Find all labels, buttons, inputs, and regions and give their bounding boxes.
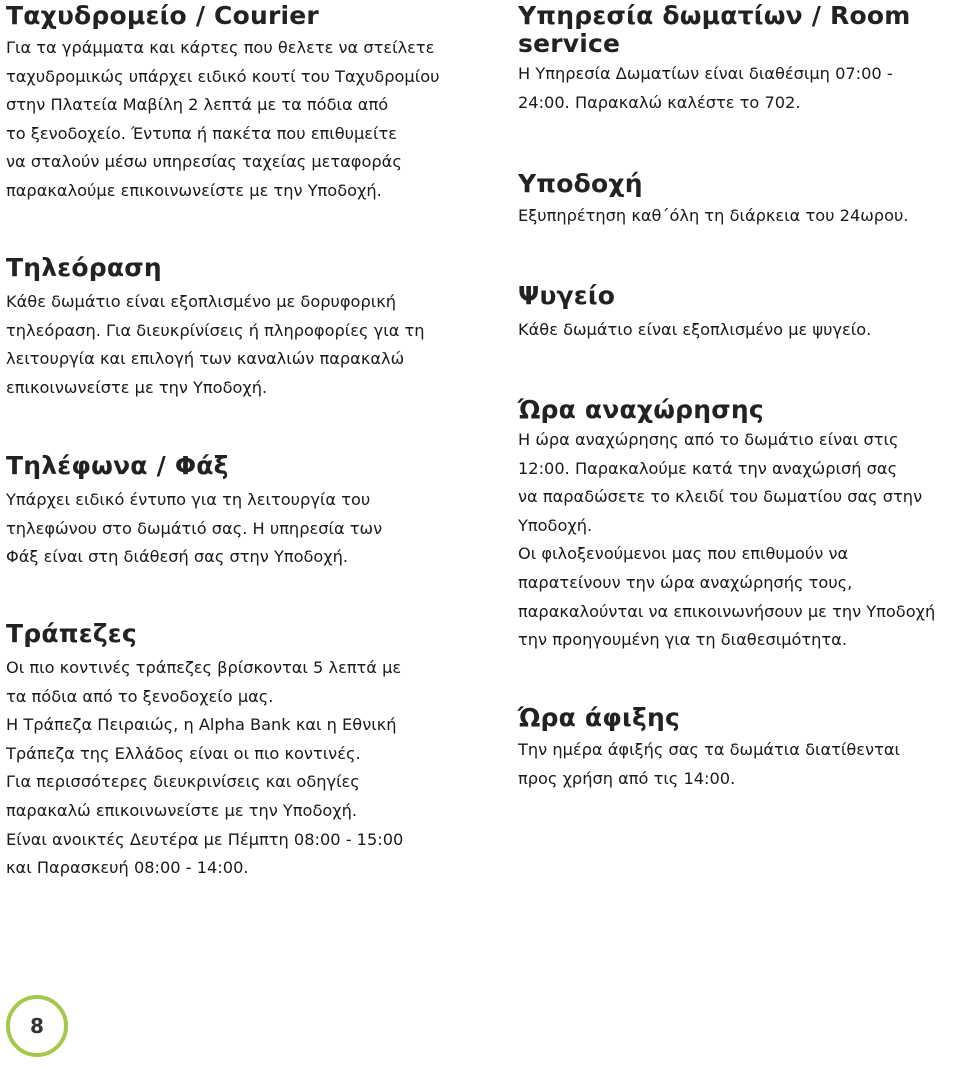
checkout-text-line: 12:00. Παρακαλούμε κατά την αναχώρισή σας [518,458,898,478]
courier-section [6,2,439,206]
checkin-text-line: Την ημέρα άφιξής σας τα δωμάτια διατίθενται [518,740,900,759]
checkout-text-line: παρατείνουν την ώρα αναχώρησής τους, [518,572,853,592]
courier-text-line: παρακαλούμε επικοινωνείστε με την Υποδοχή. [6,180,382,200]
tv-text-line: λειτουργία και επιλογή των καναλιών παρακαλώ [6,349,405,369]
banks-text-line: Είναι ανοικτές Δευτέρα με Πέμπτη 08:00 - 15:00 [6,829,404,849]
tv-text-line: επικοινωνείστε με την Υποδοχή. [6,377,268,397]
phone-fax-text-line: Φάξ είναι στη διάθεσή σας στην Υποδοχή. [6,547,349,567]
banks-text-line: και Παρασκευή 08:00 - 14:00. [6,858,249,878]
phone-fax-heading: Τηλέφωνα / Φάξ [6,451,229,480]
page-number-badge [6,995,68,1057]
reception-section [518,170,908,231]
room-service-text-line: Η Υπηρεσία Δωματίων είναι διαθέσιμη 07:00 - [518,64,893,83]
banks-text-line: παρακαλώ επικοινωνείστε με την Υποδοχή. [6,800,358,820]
checkout-text-line: να παραδώσετε το κλειδί του δωματίου σας στην [518,487,923,507]
courier-text-line: Για τα γράμματα και κάρτες που θελετε να στείλετε [6,38,435,57]
checkout-text-line: παρακαλούνται να επικοινωνήσουν με την Υποδοχή [518,601,936,621]
fridge-section [518,282,871,345]
courier-text-line: στην Πλατεία Μαβίλη 2 λεπτά με τα πόδια από [6,95,389,115]
banks-text-line: Οι πιο κοντινές τράπεζες βρίσκονται 5 λεπτά με [6,658,402,677]
banks-text-line: τα πόδια από το ξενοδοχείο μας. [6,686,274,706]
courier-text-line: ταχυδρομικώς υπάρχει ειδικό κουτί του Ταχυδρομίου [6,66,440,86]
room-service-text-line: 24:00. Παρακαλώ καλέστε το 702. [518,92,801,112]
banks-section [6,620,403,883]
tv-heading: Τηλεόραση [6,253,162,282]
banks-text-line: Η Τράπεζα Πειραιώς, η Alpha Bank και η Εθνική [6,715,397,735]
phone-fax-text-line: τηλεφώνου στο δωμάτιό σας. Η υπηρεσία των [6,518,383,538]
fridge-text-line: Κάθε δωμάτιο είναι εξοπλισμένο με ψυγείο. [518,320,872,339]
page-number: 8 [30,1014,44,1038]
tv-text-line: Κάθε δωμάτιο είναι εξοπλισμένο με δορυφορική [6,292,397,311]
room-service-section [518,2,911,117]
fridge-heading: Ψυγείο [518,281,616,310]
checkout-heading: Ώρα αναχώρησης [518,395,764,424]
checkout-section [518,396,935,655]
banks-heading: Τράπεζες [6,619,137,648]
checkout-text-line: Οι φιλοξενούμενοι μας που επιθυμούν να [518,544,849,564]
banks-text-line: Τράπεζα της Ελλάδος είναι οι πιο κοντινές. [6,743,361,763]
courier-text-line: να σταλούν μέσω υπηρεσίας ταχείας μεταφοράς [6,152,402,172]
checkout-text-line: Υποδοχή. [518,515,593,535]
reception-heading: Υποδοχή [518,169,643,198]
tv-section [6,254,425,402]
checkin-heading: Ώρα άφιξης [518,703,680,732]
checkin-section [518,704,900,793]
tv-text-line: τηλεόραση. Για διευκρίνίσεις ή πληροφορίες για τη [6,320,425,340]
phone-fax-text-line: Υπάρχει ειδικό έντυπο για τη λειτουργία του [6,490,371,509]
courier-text-line: το ξενοδοχείο. Έντυπα ή πακέτα που επιθυμείτε [6,123,397,143]
banks-text-line: Για περισσότερες διευκρινίσεις και οδηγίες [6,772,360,792]
checkout-text-line: την προηγουμένη για τη διαθεσιμότητα. [518,630,847,650]
room-service-heading-line: Υπηρεσία δωματίων / Room [518,1,911,30]
checkin-text-line: προς χρήση από τις 14:00. [518,768,736,788]
checkout-text-line: Η ώρα αναχώρησης από το δωμάτιο είναι στις [518,430,899,449]
reception-text-line: Εξυπηρέτηση καθ΄όλη τη διάρκεια του 24ωρου. [518,206,909,225]
room-service-heading [518,2,911,58]
room-service-heading-line: service [518,29,621,58]
courier-heading: Ταχυδρομείο / Courier [6,1,319,30]
phone-fax-section [6,452,382,572]
